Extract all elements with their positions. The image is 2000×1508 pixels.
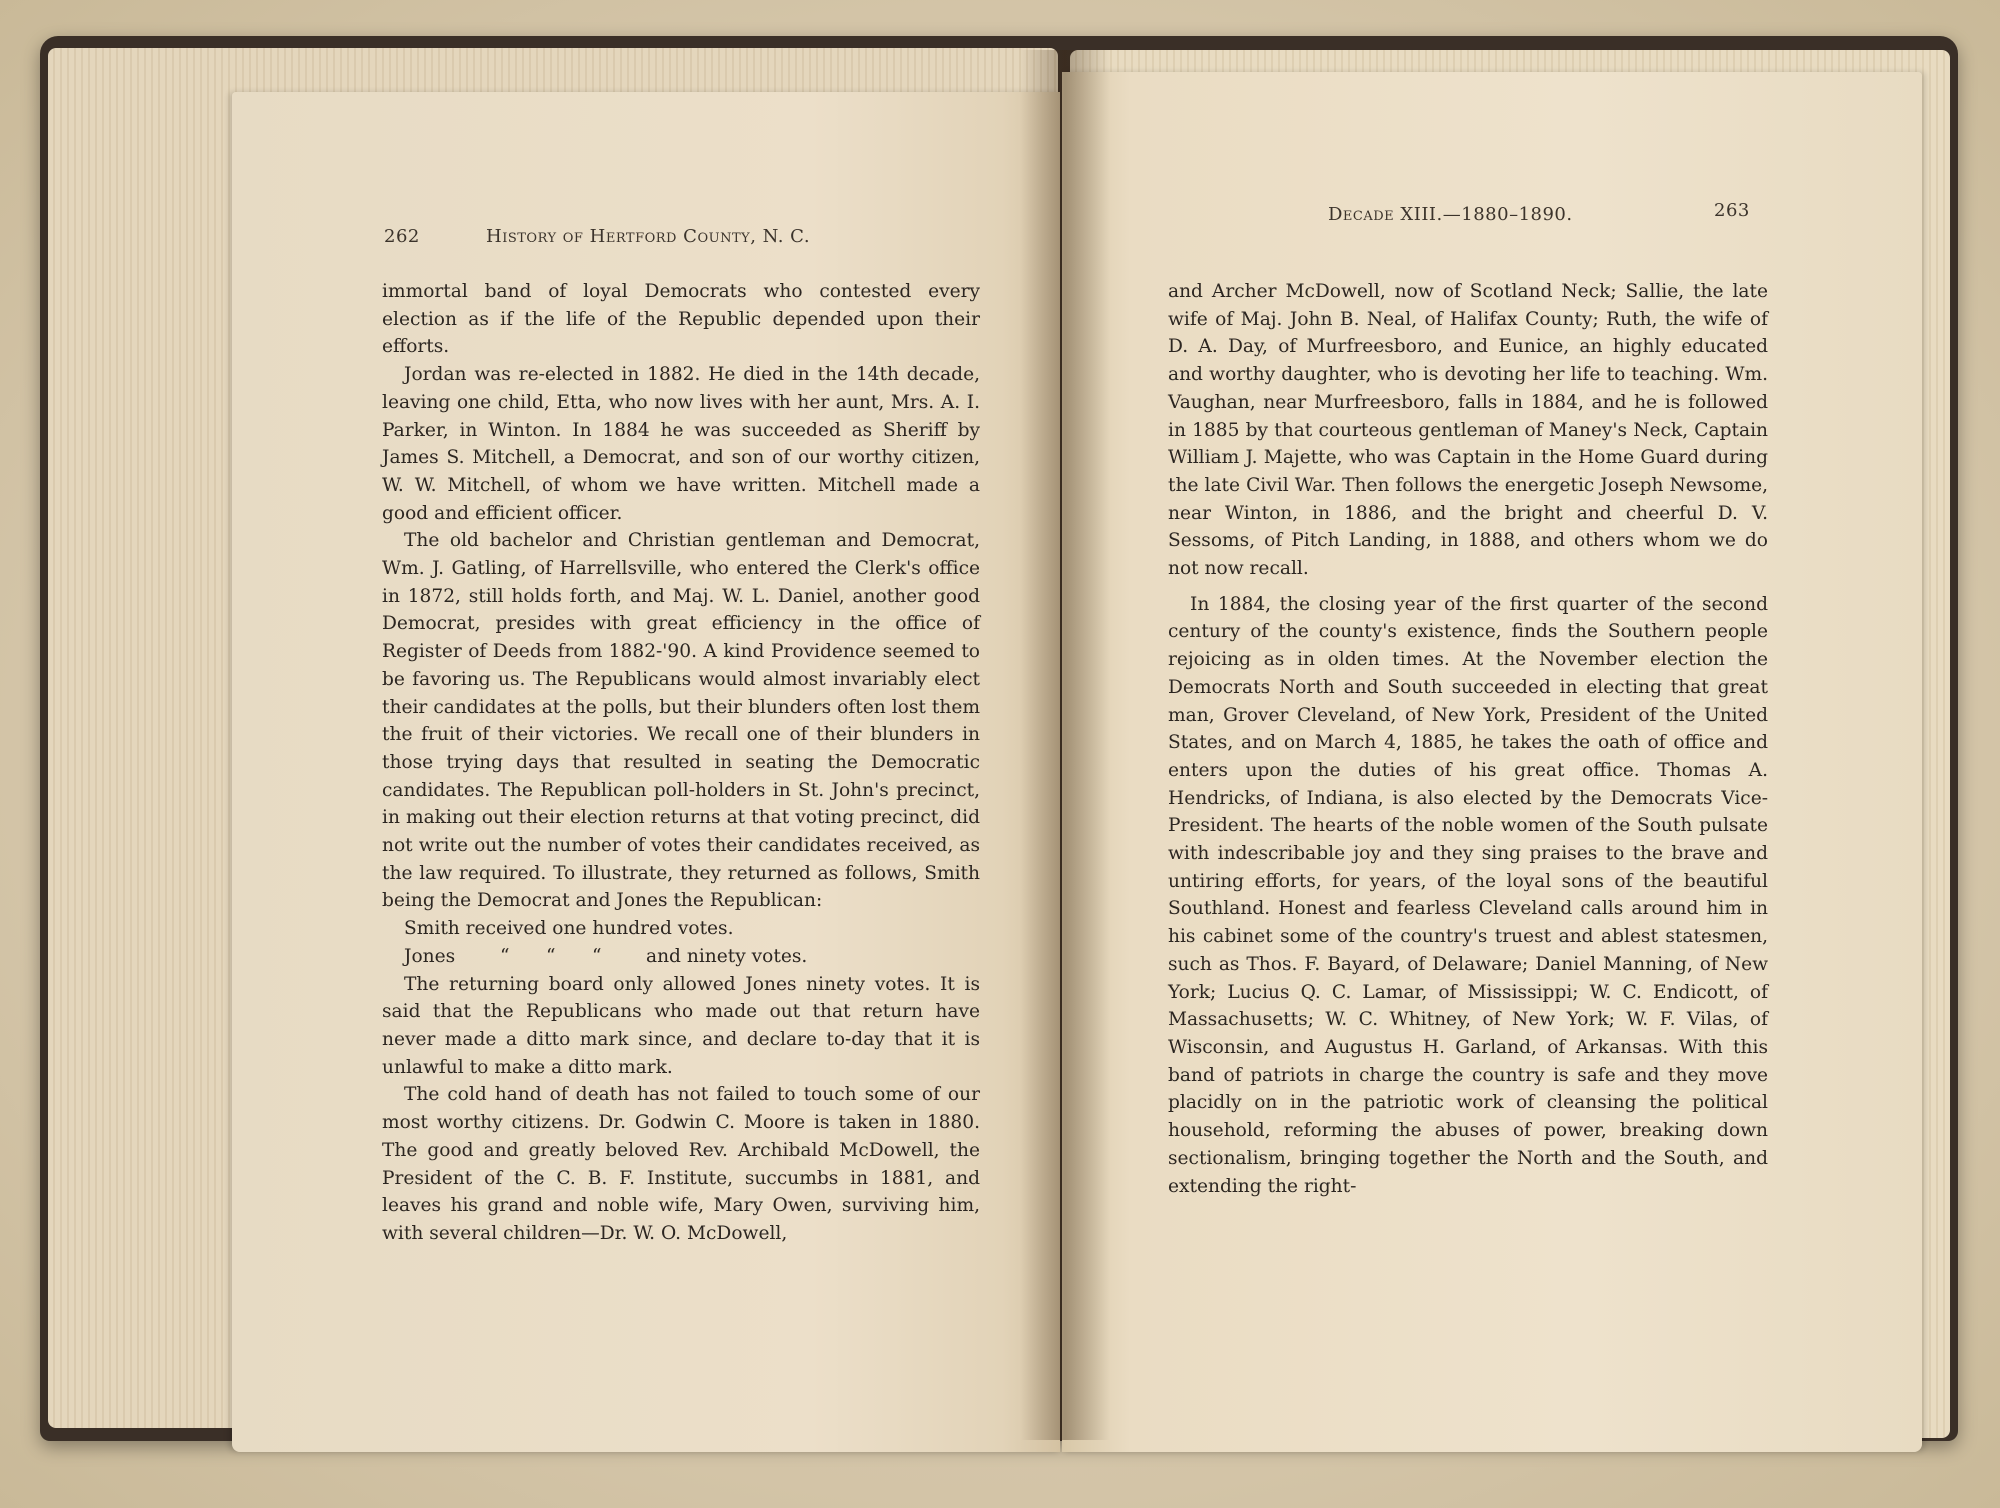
ditto-name: Jones [404, 945, 456, 967]
paragraph: immortal band of loyal Democrats who contested every election as if the life of the Republic depended upon their efforts. [382, 281, 980, 358]
ditto-line [382, 943, 980, 971]
left-page-number: 262 [384, 226, 420, 247]
paragraph: The old bachelor and Christian gentleman and Democrat, Wm. J. Gatling, of Harrellsville, who entered the Clerk's office in 1872, still holds forth, and Maj. W. L. Daniel, another good Democrat, presides with great efficiency in the office of Register of Deeds from 1882-'90. A kind Providence seemed to be favoring us. The Republicans would almost invariably elect their candidates at the polls, but their blunders often lost them the fruit of their victories. We recall one of their blunders in those trying days that resulted in seating the Democratic candidates. The Republican poll-holders in St. John's precinct, in making out their election returns at that voting precinct, did not write out the number of votes their candidates received, as the law required. To illustrate, they returned as follows, Smith being the Democrat and Jones the Republican: [382, 530, 980, 912]
left-page-body [382, 278, 980, 1248]
right-running-head: Decade XIII.—1880–1890. [1328, 204, 1573, 225]
ditto-mark: “ [592, 945, 602, 967]
paragraph: The returning board only allowed Jones ninety votes. It is said that the Republicans who made out that return have never made a ditto mark since, and declare to-day that it is unlawful to make a ditto mark. [382, 973, 980, 1078]
ditto-mark: “ [500, 945, 510, 967]
right-page-number: 263 [1714, 200, 1750, 221]
paragraph: Jordan was re-elected in 1882. He died in the 14th decade, leaving one child, Etta, who now lives with her aunt, Mrs. A. I. Parker, in Winton. In 1884 he was succeeded as Sheriff by James S. Mitchell, a Democrat, and son of our worthy citizen, W. W. Mitchell, of whom we have written. Mitchell made a good and efficient officer. [382, 364, 980, 524]
paragraph: In 1884, the closing year of the first quarter of the second century of the county's existence, finds the Southern people rejoicing as in olden times. At the November election the Democrats North and South succeeded in electing that great man, Grover Cleveland, of New York, President of the United States, and on March 4, 1885, he takes the oath of office and enters upon the duties of his great office. Thomas A. Hendricks, of Indiana, is also elected by the Democrats Vice-President. The hearts of the noble women of the South pulsate with indescribable joy and they sing praises to the brave and untiring efforts, for years, of the loyal sons of the beautiful Southland. Honest and fearless Cleveland calls around him in his cabinet some of the country's truest and ablest statesmen, such as Thos. F. Bayard, of Delaware; Daniel Manning, of New York; Lucius Q. C. Lamar, of Mississippi; W. C. Endicott, of Massachusetts; W. C. Whitney, of New York; W. F. Vilas, of Wisconsin, and Augustus H. Garland, of Arkansas. With this band of patriots in charge the country is safe and they move placidly on in the patriotic work of cleansing the political household, reforming the abuses of power, breaking down sectionalism, bringing together the North and the South, and extending the right- [1168, 593, 1768, 1197]
ditto-mark: “ [546, 945, 556, 967]
left-running-head: History of Hertford County, N. C. [486, 226, 811, 247]
right-page-body [1168, 278, 1768, 1200]
paragraph: Smith received one hundred votes. [404, 918, 734, 940]
paragraph: and Archer McDowell, now of Scotland Neck; Sallie, the late wife of Maj. John B. Neal, of Halifax County; Ruth, the wife of D. A. Day, of Murfreesboro, and Eunice, an highly educated and worthy daughter, who is devoting her life to teaching. Wm. Vaughan, near Murfreesboro, falls in 1884, and he is followed in 1885 by that courteous gentleman of Maney's Neck, Captain William J. Majette, who was Captain in the Home Guard during the late Civil War. Then follows the energetic Joseph Newsome, near Winton, in 1886, and the bright and cheerful D. V. Sessoms, of Pitch Landing, in 1888, and others whom we do not now recall. [1168, 281, 1768, 580]
paragraph: The cold hand of death has not failed to touch some of our most worthy citizens. Dr. Godwin C. Moore is taken in 1880. The good and greatly beloved Rev. Archibald McDowell, the President of the C. B. F. Institute, succumbs in 1881, and leaves his grand and noble wife, Mary Owen, surviving him, with several children—Dr. W. O. McDowell, [382, 1084, 980, 1244]
ditto-rest: and ninety votes. [646, 945, 808, 967]
right-page [1062, 72, 1922, 1452]
left-page [232, 92, 1060, 1452]
